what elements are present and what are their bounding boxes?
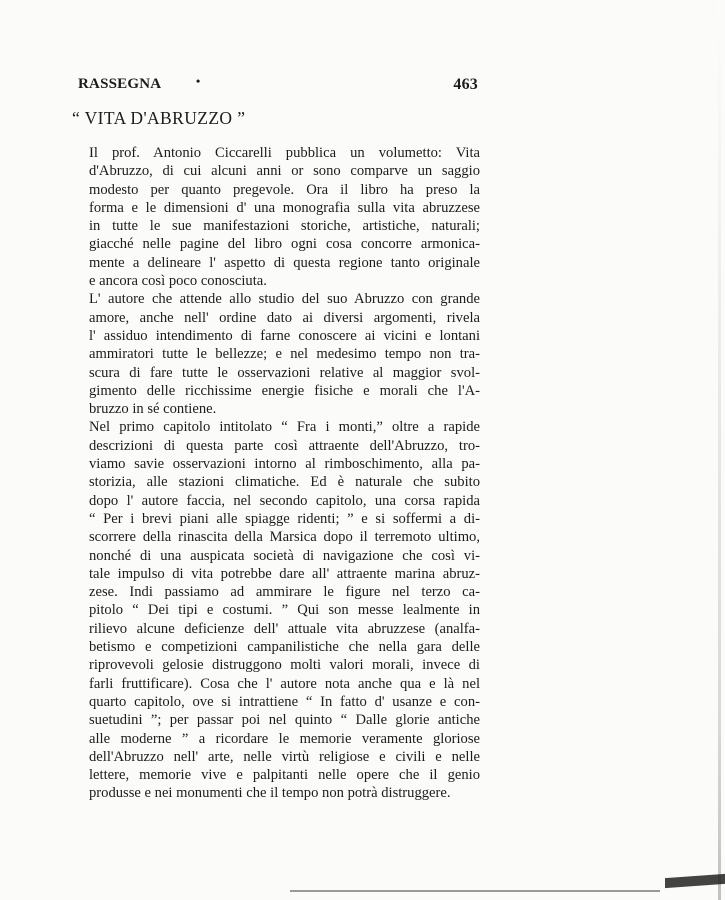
text-line: forma e le dimensioni d' una monografia sulla vita abruzzese [89, 199, 480, 216]
text-line: modesto per quanto pregevole. Ora il libro ha preso la [89, 181, 480, 198]
text-line: alle moderne ” a ricordare le memorie veramente gloriose [89, 730, 480, 747]
text-line: Il prof. Antonio Ciccarelli pubblica un volumetto: Vita [89, 145, 480, 161]
text-line: quarto capitolo, ove si intrattiene “ In fatto d' usanze e con- [89, 693, 480, 710]
text-line: nonché di una auspicata società di navigazione che così vi- [89, 547, 480, 564]
header-ornament: • [196, 74, 201, 88]
text-line: pitolo “ Dei tipi e costumi. ” Qui son messe lealmente in [89, 602, 480, 619]
running-header [78, 76, 478, 96]
text-line: giacché nelle pagine del libro ogni cosa concorre armonica- [89, 236, 480, 253]
text-line: l' assiduo intendimento di farne conoscere ai vicini e lontani [89, 327, 480, 344]
text-line: d'Abruzzo, di cui alcuni anni or sono comparve un saggio [89, 163, 480, 180]
text-line: “ Per i brevi piani alle spiagge ridenti; ” e si soffermi a di- [89, 510, 480, 527]
text-line: tale impulso di vita potrebbe dare all' attraente marina abruz- [89, 565, 480, 582]
text-line: lettere, memorie vive e palpitanti nelle opere che il genio [89, 767, 480, 784]
text-line: farli fruttificare). Cosa che l' autore nota anche qua e là nel [89, 675, 480, 692]
page-number: 463 [453, 76, 478, 93]
paragraph-3 [73, 418, 480, 802]
text-line: bruzzo in sé contiene. [89, 401, 217, 418]
text-line: betismo e competizioni campanilistiche che nella gara delle [89, 639, 480, 656]
section-name: RASSEGNA [78, 76, 162, 92]
paragraph-1 [73, 144, 480, 290]
article-title: “ VITA D'ABRUZZO ” [72, 108, 246, 128]
text-line: zese. Indi passiamo ad ammirare le figure nel terzo ca- [89, 584, 480, 601]
page-edge-shadow [718, 0, 721, 900]
text-line: ammiratori tutte le bellezze; e nel medesimo tempo non tra- [89, 346, 480, 363]
text-line: rilievo alcune deficienze dell' attuale vita abruzzese (analfa- [89, 620, 480, 637]
text-line: storizia, alle stazioni climatiche. Ed è naturale che subito [89, 474, 480, 491]
text-line: suetudini ”; per passar poi nel quinto “ Dalle glorie antiche [89, 712, 480, 729]
text-line: scorrere della rinascita della Marsica dopo il terremoto ultimo, [89, 529, 480, 546]
text-line: descrizioni di questa parte così attraente dell'Abruzzo, tro- [89, 437, 480, 454]
bottom-scan-line [290, 890, 660, 892]
text-line: in tutte le sue manifestazioni storiche, artistiche, naturali; [89, 218, 480, 235]
text-line: gimento delle ricchissime energie fisiche e morali che l'A- [89, 382, 480, 399]
paragraph-2 [73, 290, 480, 418]
text-line: produsse e nei monumenti che il tempo non potrà distruggere. [89, 785, 451, 802]
text-line: scura di fare tutte le osservazioni relative al maggior svol- [89, 364, 480, 381]
text-line: L' autore che attende allo studio del suo Abruzzo con grande [89, 291, 480, 308]
text-line: viamo savie osservazioni intorno al rimboschimento, alla pa- [89, 456, 480, 473]
text-line: riprovevoli gelosie distruggono molti valori morali, invece di [89, 657, 480, 674]
text-line: dopo l' autore faccia, nel secondo capitolo, una corsa rapida [89, 492, 480, 509]
text-line: e ancora così poco conosciuta. [89, 273, 267, 290]
article-body [73, 144, 480, 803]
text-line: dell'Abruzzo nell' arte, nelle virtù religiose e civili e nelle [89, 748, 480, 765]
text-line: amore, anche nell' ordine dato ai diversi argomenti, rivela [89, 309, 480, 326]
text-line: Nel primo capitolo intitolato “ Fra i monti,” oltre a rapide [89, 419, 480, 436]
page-corner-shadow [665, 874, 725, 888]
text-line: mente a delineare l' aspetto di questa regione tanto originale [89, 254, 480, 271]
